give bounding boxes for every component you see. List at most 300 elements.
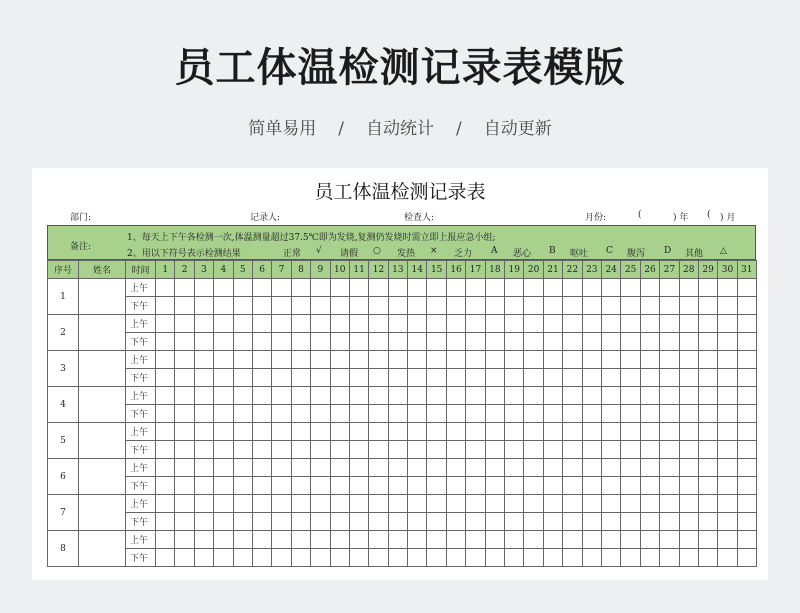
temp-cell[interactable] [369,333,388,351]
temp-cell[interactable] [233,369,252,387]
temp-cell[interactable] [563,423,582,441]
temp-cell[interactable] [621,297,640,315]
temp-cell[interactable] [466,477,485,495]
temp-cell[interactable] [543,513,562,531]
temp-cell[interactable] [427,459,446,477]
temp-cell[interactable] [194,459,213,477]
temp-cell[interactable] [388,549,407,567]
temp-cell[interactable] [156,549,175,567]
temp-cell[interactable] [233,531,252,549]
temp-cell[interactable] [349,531,368,549]
temp-cell[interactable] [272,531,291,549]
temp-cell[interactable] [369,459,388,477]
temp-cell[interactable] [679,369,698,387]
temp-cell[interactable] [582,423,601,441]
temp-cell[interactable] [679,531,698,549]
temp-cell[interactable] [640,297,659,315]
temp-cell[interactable] [194,369,213,387]
temp-cell[interactable] [369,513,388,531]
temp-cell[interactable] [698,495,717,513]
temp-cell[interactable] [485,297,504,315]
temp-cell[interactable] [718,333,737,351]
temp-cell[interactable] [737,441,756,459]
temp-cell[interactable] [408,423,427,441]
temp-cell[interactable] [233,459,252,477]
temp-cell[interactable] [466,351,485,369]
temp-cell[interactable] [408,369,427,387]
temp-cell[interactable] [311,297,330,315]
temp-cell[interactable] [737,387,756,405]
temp-cell[interactable] [388,495,407,513]
temp-cell[interactable] [291,369,310,387]
temp-cell[interactable] [408,531,427,549]
temp-cell[interactable] [621,315,640,333]
temp-cell[interactable] [466,459,485,477]
temp-cell[interactable] [679,405,698,423]
temp-cell[interactable] [311,369,330,387]
temp-cell[interactable] [524,549,543,567]
temp-cell[interactable] [640,369,659,387]
temp-cell[interactable] [446,459,465,477]
temp-cell[interactable] [582,549,601,567]
temp-cell[interactable] [330,495,349,513]
temp-cell[interactable] [524,495,543,513]
temp-cell[interactable] [718,549,737,567]
temp-cell[interactable] [505,513,524,531]
temp-cell[interactable] [156,333,175,351]
temp-cell[interactable] [252,513,271,531]
temp-cell[interactable] [427,297,446,315]
temp-cell[interactable] [272,495,291,513]
temp-cell[interactable] [543,297,562,315]
temp-cell[interactable] [214,459,233,477]
temp-cell[interactable] [582,531,601,549]
temp-cell[interactable] [291,477,310,495]
temp-cell[interactable] [233,495,252,513]
temp-cell[interactable] [737,333,756,351]
temp-cell[interactable] [330,405,349,423]
temp-cell[interactable] [601,351,620,369]
temp-cell[interactable] [640,333,659,351]
temp-cell[interactable] [330,549,349,567]
temp-cell[interactable] [563,477,582,495]
temp-cell[interactable] [175,387,194,405]
temp-cell[interactable] [369,531,388,549]
temp-cell[interactable] [679,387,698,405]
employee-name-cell[interactable] [79,495,126,531]
temp-cell[interactable] [698,369,717,387]
temp-cell[interactable] [214,351,233,369]
temp-cell[interactable] [621,441,640,459]
temp-cell[interactable] [272,441,291,459]
temp-cell[interactable] [369,279,388,297]
temp-cell[interactable] [272,477,291,495]
temp-cell[interactable] [311,549,330,567]
temp-cell[interactable] [369,477,388,495]
temp-cell[interactable] [543,477,562,495]
temp-cell[interactable] [408,297,427,315]
temp-cell[interactable] [621,279,640,297]
temp-cell[interactable] [291,459,310,477]
temp-cell[interactable] [640,279,659,297]
temp-cell[interactable] [737,423,756,441]
temp-cell[interactable] [698,315,717,333]
temp-cell[interactable] [679,513,698,531]
temp-cell[interactable] [640,351,659,369]
temp-cell[interactable] [233,405,252,423]
temp-cell[interactable] [156,297,175,315]
temp-cell[interactable] [214,531,233,549]
temp-cell[interactable] [543,279,562,297]
temp-cell[interactable] [466,513,485,531]
temp-cell[interactable] [582,495,601,513]
temp-cell[interactable] [524,369,543,387]
temp-cell[interactable] [272,297,291,315]
temp-cell[interactable] [543,423,562,441]
temp-cell[interactable] [369,297,388,315]
temp-cell[interactable] [272,387,291,405]
temp-cell[interactable] [563,459,582,477]
temp-cell[interactable] [601,549,620,567]
temp-cell[interactable] [640,495,659,513]
temp-cell[interactable] [660,315,679,333]
temp-cell[interactable] [524,387,543,405]
temp-cell[interactable] [349,351,368,369]
temp-cell[interactable] [311,441,330,459]
temp-cell[interactable] [252,405,271,423]
temp-cell[interactable] [563,387,582,405]
temp-cell[interactable] [485,531,504,549]
temp-cell[interactable] [543,315,562,333]
temp-cell[interactable] [582,333,601,351]
temp-cell[interactable] [524,297,543,315]
temp-cell[interactable] [349,495,368,513]
temp-cell[interactable] [194,351,213,369]
temp-cell[interactable] [214,387,233,405]
temp-cell[interactable] [543,387,562,405]
temp-cell[interactable] [660,549,679,567]
temp-cell[interactable] [252,459,271,477]
temp-cell[interactable] [505,351,524,369]
temp-cell[interactable] [505,477,524,495]
temp-cell[interactable] [543,441,562,459]
temp-cell[interactable] [175,369,194,387]
temp-cell[interactable] [349,441,368,459]
temp-cell[interactable] [194,549,213,567]
temp-cell[interactable] [698,333,717,351]
temp-cell[interactable] [252,387,271,405]
temp-cell[interactable] [252,531,271,549]
temp-cell[interactable] [582,405,601,423]
temp-cell[interactable] [156,477,175,495]
temp-cell[interactable] [233,549,252,567]
temp-cell[interactable] [194,279,213,297]
temp-cell[interactable] [621,369,640,387]
employee-name-cell[interactable] [79,387,126,423]
temp-cell[interactable] [214,315,233,333]
temp-cell[interactable] [388,423,407,441]
temp-cell[interactable] [582,387,601,405]
temp-cell[interactable] [485,333,504,351]
temp-cell[interactable] [330,423,349,441]
temp-cell[interactable] [388,351,407,369]
temp-cell[interactable] [485,315,504,333]
temp-cell[interactable] [252,279,271,297]
temp-cell[interactable] [582,279,601,297]
temp-cell[interactable] [563,315,582,333]
temp-cell[interactable] [679,495,698,513]
temp-cell[interactable] [718,495,737,513]
temp-cell[interactable] [718,387,737,405]
temp-cell[interactable] [194,423,213,441]
temp-cell[interactable] [427,477,446,495]
temp-cell[interactable] [543,369,562,387]
temp-cell[interactable] [194,513,213,531]
temp-cell[interactable] [737,405,756,423]
temp-cell[interactable] [601,333,620,351]
temp-cell[interactable] [446,513,465,531]
temp-cell[interactable] [621,531,640,549]
temp-cell[interactable] [349,477,368,495]
temp-cell[interactable] [524,531,543,549]
temp-cell[interactable] [563,441,582,459]
temp-cell[interactable] [737,369,756,387]
temp-cell[interactable] [214,333,233,351]
temp-cell[interactable] [466,387,485,405]
temp-cell[interactable] [194,315,213,333]
temp-cell[interactable] [175,351,194,369]
temp-cell[interactable] [311,387,330,405]
temp-cell[interactable] [330,531,349,549]
temp-cell[interactable] [388,531,407,549]
temp-cell[interactable] [466,333,485,351]
temp-cell[interactable] [291,513,310,531]
temp-cell[interactable] [311,351,330,369]
temp-cell[interactable] [311,513,330,531]
temp-cell[interactable] [214,549,233,567]
temp-cell[interactable] [582,477,601,495]
temp-cell[interactable] [737,477,756,495]
temp-cell[interactable] [446,405,465,423]
temp-cell[interactable] [388,477,407,495]
temp-cell[interactable] [640,459,659,477]
temp-cell[interactable] [330,477,349,495]
temp-cell[interactable] [582,369,601,387]
temp-cell[interactable] [408,459,427,477]
temp-cell[interactable] [640,549,659,567]
temp-cell[interactable] [601,387,620,405]
temp-cell[interactable] [427,513,446,531]
temp-cell[interactable] [175,315,194,333]
temp-cell[interactable] [485,441,504,459]
temp-cell[interactable] [698,297,717,315]
temp-cell[interactable] [660,297,679,315]
employee-name-cell[interactable] [79,423,126,459]
temp-cell[interactable] [369,441,388,459]
temp-cell[interactable] [330,351,349,369]
temp-cell[interactable] [485,405,504,423]
temp-cell[interactable] [291,549,310,567]
temp-cell[interactable] [388,441,407,459]
temp-cell[interactable] [349,549,368,567]
temp-cell[interactable] [214,477,233,495]
temp-cell[interactable] [214,441,233,459]
temp-cell[interactable] [718,405,737,423]
temp-cell[interactable] [640,531,659,549]
temp-cell[interactable] [446,441,465,459]
temp-cell[interactable] [485,513,504,531]
temp-cell[interactable] [621,405,640,423]
temp-cell[interactable] [427,333,446,351]
temp-cell[interactable] [175,495,194,513]
temp-cell[interactable] [156,405,175,423]
temp-cell[interactable] [505,441,524,459]
temp-cell[interactable] [621,351,640,369]
temp-cell[interactable] [718,531,737,549]
temp-cell[interactable] [718,279,737,297]
temp-cell[interactable] [718,315,737,333]
temp-cell[interactable] [485,369,504,387]
temp-cell[interactable] [291,297,310,315]
temp-cell[interactable] [408,351,427,369]
temp-cell[interactable] [485,495,504,513]
temp-cell[interactable] [156,351,175,369]
temp-cell[interactable] [388,315,407,333]
temp-cell[interactable] [156,279,175,297]
temp-cell[interactable] [446,387,465,405]
temp-cell[interactable] [233,423,252,441]
temp-cell[interactable] [466,315,485,333]
temp-cell[interactable] [175,513,194,531]
temp-cell[interactable] [233,297,252,315]
temp-cell[interactable] [427,423,446,441]
temp-cell[interactable] [349,315,368,333]
temp-cell[interactable] [737,531,756,549]
temp-cell[interactable] [408,315,427,333]
temp-cell[interactable] [408,387,427,405]
temp-cell[interactable] [311,477,330,495]
temp-cell[interactable] [252,351,271,369]
temp-cell[interactable] [698,459,717,477]
temp-cell[interactable] [175,297,194,315]
temp-cell[interactable] [408,477,427,495]
temp-cell[interactable] [660,351,679,369]
temp-cell[interactable] [660,369,679,387]
temp-cell[interactable] [737,495,756,513]
temp-cell[interactable] [446,369,465,387]
temp-cell[interactable] [175,441,194,459]
temp-cell[interactable] [369,549,388,567]
temp-cell[interactable] [408,513,427,531]
temp-cell[interactable] [272,423,291,441]
temp-cell[interactable] [272,369,291,387]
temp-cell[interactable] [330,333,349,351]
temp-cell[interactable] [505,495,524,513]
temp-cell[interactable] [427,351,446,369]
temp-cell[interactable] [543,549,562,567]
temp-cell[interactable] [601,531,620,549]
temp-cell[interactable] [311,423,330,441]
temp-cell[interactable] [194,495,213,513]
temp-cell[interactable] [582,459,601,477]
temp-cell[interactable] [485,459,504,477]
temp-cell[interactable] [621,549,640,567]
temp-cell[interactable] [369,315,388,333]
temp-cell[interactable] [427,531,446,549]
temp-cell[interactable] [505,297,524,315]
temp-cell[interactable] [408,279,427,297]
temp-cell[interactable] [175,531,194,549]
temp-cell[interactable] [718,423,737,441]
temp-cell[interactable] [505,279,524,297]
temp-cell[interactable] [563,549,582,567]
temp-cell[interactable] [485,549,504,567]
temp-cell[interactable] [388,459,407,477]
temp-cell[interactable] [660,333,679,351]
temp-cell[interactable] [311,405,330,423]
temp-cell[interactable] [660,477,679,495]
temp-cell[interactable] [272,405,291,423]
temp-cell[interactable] [621,477,640,495]
temp-cell[interactable] [601,513,620,531]
temp-cell[interactable] [718,459,737,477]
temp-cell[interactable] [388,369,407,387]
temp-cell[interactable] [737,297,756,315]
temp-cell[interactable] [291,531,310,549]
temp-cell[interactable] [621,459,640,477]
temp-cell[interactable] [563,531,582,549]
temp-cell[interactable] [427,387,446,405]
temp-cell[interactable] [194,387,213,405]
temp-cell[interactable] [408,495,427,513]
temp-cell[interactable] [505,387,524,405]
temp-cell[interactable] [175,423,194,441]
temp-cell[interactable] [582,297,601,315]
temp-cell[interactable] [349,387,368,405]
temp-cell[interactable] [660,459,679,477]
temp-cell[interactable] [446,315,465,333]
temp-cell[interactable] [330,369,349,387]
temp-cell[interactable] [330,459,349,477]
temp-cell[interactable] [640,477,659,495]
temp-cell[interactable] [233,315,252,333]
temp-cell[interactable] [485,477,504,495]
temp-cell[interactable] [349,297,368,315]
temp-cell[interactable] [233,351,252,369]
temp-cell[interactable] [621,513,640,531]
temp-cell[interactable] [640,441,659,459]
temp-cell[interactable] [563,297,582,315]
temp-cell[interactable] [252,333,271,351]
temp-cell[interactable] [330,513,349,531]
temp-cell[interactable] [466,369,485,387]
temp-cell[interactable] [698,441,717,459]
temp-cell[interactable] [311,279,330,297]
temp-cell[interactable] [291,387,310,405]
temp-cell[interactable] [369,405,388,423]
temp-cell[interactable] [214,297,233,315]
temp-cell[interactable] [156,441,175,459]
temp-cell[interactable] [660,513,679,531]
temp-cell[interactable] [524,477,543,495]
temp-cell[interactable] [505,549,524,567]
temp-cell[interactable] [233,441,252,459]
temp-cell[interactable] [194,333,213,351]
employee-name-cell[interactable] [79,459,126,495]
temp-cell[interactable] [660,495,679,513]
temp-cell[interactable] [679,549,698,567]
temp-cell[interactable] [272,351,291,369]
